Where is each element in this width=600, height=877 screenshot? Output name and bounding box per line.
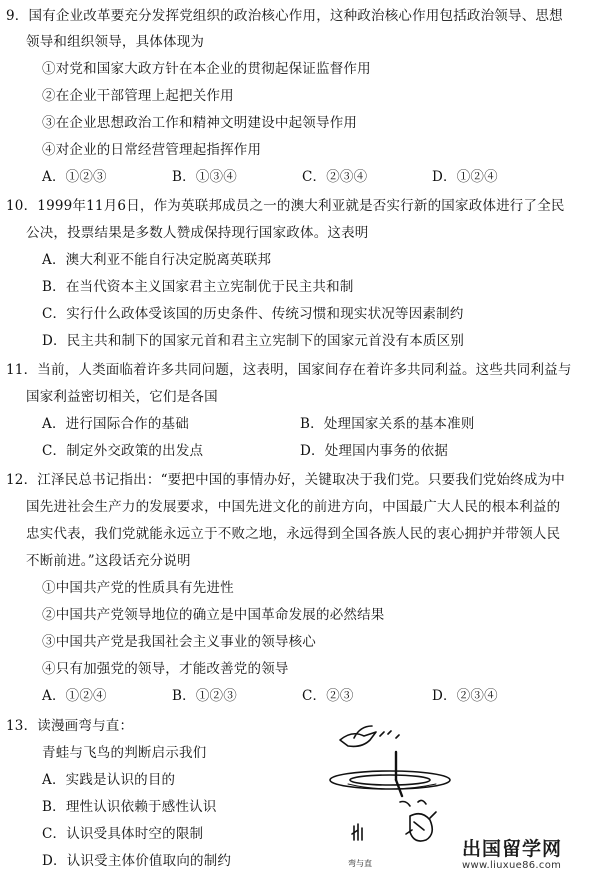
q10-option-d: D．民主共和制下的国家元首和君主立宪制下的国家元首没有本质区别 <box>42 333 465 349</box>
q9-item-1: ①对党和国家大政方针在本企业的贯彻起保证监督作用 <box>42 61 371 77</box>
q10-stem-line2: 公决，投票结果是多数人赞成保持现行国家政体。这表明 <box>26 225 369 241</box>
q11-stem-line2: 国家利益密切相关，它们是各国 <box>26 389 218 405</box>
q11-option-c: C．制定外交政策的出发点 <box>42 443 204 459</box>
q13-stem-line2: 青蛙与飞鸟的判断启示我们 <box>42 745 207 761</box>
q10-option-a: A．澳大利亚不能自行决定脱离英联邦 <box>42 252 272 268</box>
q9-option-c: C．②③④ <box>302 169 368 185</box>
q12-option-d: D．②③④ <box>432 688 498 704</box>
q9-item-4: ④对企业的日常经营管理起指挥作用 <box>42 142 262 158</box>
q9-option-b: B．①③④ <box>172 169 237 185</box>
q13-stem-line1: 13．读漫画弯与直： <box>6 718 134 734</box>
q12-option-b: B．①②③ <box>172 688 237 704</box>
q11-option-b: B．处理国家关系的基本准则 <box>300 416 475 432</box>
q12-stem-line3: 忠实代表，我们党就能永远立于不败之地，永远得到全国各族人民的衷心拥护并带领人民 <box>26 526 561 542</box>
q9-item-3: ③在企业思想政治工作和精神文明建设中起领导作用 <box>42 115 358 131</box>
q9-stem-line1: 9．国有企业改革要充分发挥党组织的政治核心作用，这种政治核心作用包括政治领导、思想 <box>6 8 563 24</box>
q10-option-b: B．在当代资本主义国家君主立宪制优于民主共和制 <box>42 279 354 295</box>
q11-option-a: A．进行国际合作的基础 <box>42 416 189 432</box>
q12-stem-line1: 12．江泽民总书记指出：“要把中国的事情办好，关键取决于我们党。只要我们党始终成为中 <box>6 472 565 488</box>
q12-item-4: ④只有加强党的领导，才能改善党的领导 <box>42 661 289 677</box>
q9-option-a: A．①②③ <box>42 169 107 185</box>
q10-stem-line1: 10．1999年11月6日，作为英联邦成员之一的澳大利亚就是否实行新的国家政体进行了全民 <box>6 198 565 214</box>
q9-item-2: ②在企业干部管理上起把关作用 <box>42 88 234 104</box>
q9-option-d: D．①②④ <box>432 169 498 185</box>
bird-icon <box>340 726 376 746</box>
watermark-url: www.liuxue86.com <box>462 860 562 871</box>
q13-option-d: D．认识受主体价值取向的制约 <box>42 853 232 869</box>
q12-stem-line4: 不断前进。”这段话充分说明 <box>26 553 191 569</box>
q12-item-1: ①中国共产党的性质具有先进性 <box>42 580 234 596</box>
q9-stem-line2: 领导和组织领导，具体体现为 <box>26 34 205 50</box>
cartoon-illustration <box>318 722 458 870</box>
q13-option-b: B．理性认识依赖于感性认识 <box>42 799 217 815</box>
q10-option-c: C．实行什么政体受该国的历史条件、传统习惯和现实状况等因素制约 <box>42 306 464 322</box>
q11-stem-line1: 11．当前，人类面临着许多共同问题，这表明，国家间存在着许多共同利益。这些共同利益与 <box>6 362 572 378</box>
q13-option-c: C．认识受具体时空的限制 <box>42 826 204 842</box>
q12-item-3: ③中国共产党是我国社会主义事业的领导核心 <box>42 634 316 650</box>
cartoon-caption: 弯与直 <box>348 859 372 868</box>
watermark-title: 出国留学网 <box>462 838 563 860</box>
q11-option-d: D．处理国内事务的依据 <box>300 443 449 459</box>
q12-option-a: A．①②④ <box>42 688 107 704</box>
q12-item-2: ②中国共产党领导地位的确立是中国革命发展的必然结果 <box>42 607 385 623</box>
q13-option-a: A．实践是认识的目的 <box>42 772 176 788</box>
q12-stem-line2: 国先进社会生产力的发展要求，中国先进文化的前进方向，中国最广大人民的根本利益的 <box>26 499 561 515</box>
watermark-logo <box>462 838 596 874</box>
q12-option-c: C．②③ <box>302 688 354 704</box>
water-ripple-icon <box>330 771 450 789</box>
